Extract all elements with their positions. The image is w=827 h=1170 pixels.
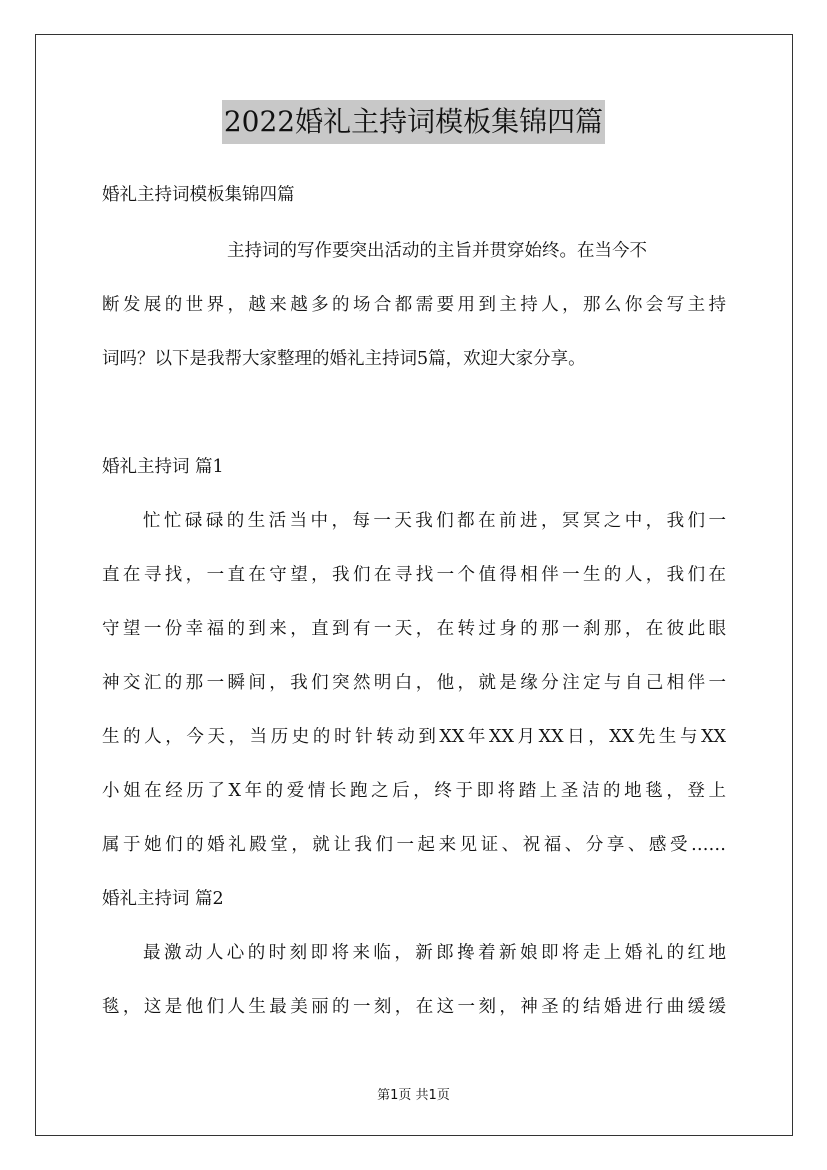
section-1-line-4: 神交汇的那一瞬间，我们突然明白，他，就是缘分注定与自己相伴一	[102, 673, 726, 693]
section-1-line-2: 直在寻找，一直在守望，我们在寻找一个值得相伴一生的人，我们在	[102, 565, 726, 585]
section-2-heading: 婚礼主持词 篇2	[102, 889, 224, 909]
section-1-line-1: 忙忙碌碌的生活当中，每一天我们都在前进，冥冥之中，我们一	[143, 511, 726, 531]
document-subtitle: 婚礼主持词模板集锦四篇	[102, 185, 295, 205]
intro-line-1: 主持词的写作要突出活动的主旨并贯穿始终。在当今不	[227, 241, 647, 261]
section-1-line-3: 守望一份幸福的到来，直到有一天，在转过身的那一刹那，在彼此眼	[102, 619, 726, 639]
intro-line-2: 断发展的世界，越来越多的场合都需要用到主持人，那么你会写主持	[102, 295, 726, 315]
section-1-heading: 婚礼主持词 篇1	[102, 457, 224, 477]
section-2-line-1: 最激动人心的时刻即将来临，新郎搀着新娘即将走上婚礼的红地	[143, 943, 726, 963]
page-footer: 第1页 共1页	[377, 1088, 450, 1103]
section-1-line-6: 小姐在经历了X年的爱情长跑之后，终于即将踏上圣洁的地毯，登上	[102, 781, 726, 801]
section-2-line-2: 毯，这是他们人生最美丽的一刻，在这一刻，神圣的结婚进行曲缓缓	[102, 997, 726, 1017]
section-1-line-5: 生的人，今天，当历史的时针转动到XX年XX月XX日，XX先生与XX	[102, 727, 726, 747]
section-1-line-7: 属于她们的婚礼殿堂，就让我们一起来见证、祝福、分享、感受……	[102, 835, 726, 855]
document-title: 2022婚礼主持词模板集锦四篇	[222, 100, 605, 144]
intro-line-3: 词吗？以下是我帮大家整理的婚礼主持词5篇，欢迎大家分享。	[102, 349, 586, 369]
title-container	[0, 100, 827, 144]
